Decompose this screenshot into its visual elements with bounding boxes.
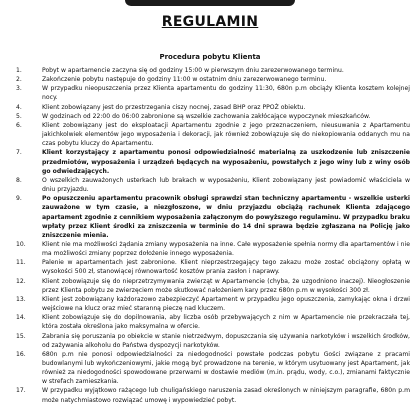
rule-item xyxy=(16,75,410,84)
rule-item xyxy=(16,258,410,276)
rule-text: Klient korzystający z apartamentu ponosi odpowiedzialność materialną za uszkodzenie lub zniszczenie przedmiotów, wyposażenia i urządzeń będących na wyposażeniu, powstałych z jego winy lub z winy osób go odwiedzających. xyxy=(42,149,410,175)
rule-text: 680n p.m nie ponosi odpowiedzialności za niedogodności powstałe podczas pobytu Gości związane z pracami budowlanymi lub wykończeniowymi, jakie mogą być prowadzone na terenie, w którym usytuowany jest Apartament, jak również za niedogodności spowodowane przerwami w dostawie mediów (m.in. prądu, wody, c.o.), zmianami faktycznie w strefach zamieszkania. xyxy=(42,350,410,386)
rule-text: Po opuszczeniu apartamentu pracownik obsługi sprawdzi stan techniczny apartamentu - wszelkie usterki zauważone w tym czasie, a niezgłoszone, w dniu przyjazdu obciążą rachunek Klienta zdającego apartament zgodnie z cennikiem wyposażenia załączonym do powyższego regulaminu. W przypadku braku wpłaty przez Klient środki za zniszczenia w terminie do 14 dni sprawa będzie zgłaszana na Policję jako zniszczenie mienia. xyxy=(42,195,410,239)
rule-number: 13. xyxy=(16,295,26,303)
rules-list xyxy=(16,66,410,405)
rule-number: 14. xyxy=(16,314,26,322)
rule-number: 4. xyxy=(16,103,22,111)
rule-text: Klient zobowiązany jest do przestrzegania ciszy nocnej, zasad BHP oraz PPOŻ obiektu. xyxy=(42,103,306,111)
rule-text: Zabrania się poruszania po obiekcie w stanie nietrzeźwym, dopuszczania się używania narkotyków i wszelkich środków, od zażywania alkoholu do Państwa dyspozycji narkotyków. xyxy=(42,332,410,349)
wave-logo-icon xyxy=(125,0,295,6)
rule-number: 15. xyxy=(16,332,26,340)
rule-item xyxy=(16,66,410,75)
rule-number: 5. xyxy=(16,112,22,120)
rule-number: 3. xyxy=(16,85,22,93)
rule-item xyxy=(16,277,410,295)
rule-number: 9. xyxy=(16,195,22,203)
rule-item xyxy=(16,313,410,331)
document-title: REGULAMIN xyxy=(161,14,259,30)
rule-number: 10. xyxy=(16,240,26,248)
rule-number: 6. xyxy=(16,121,22,129)
rule-item xyxy=(16,103,410,112)
rule-item xyxy=(16,350,410,387)
rule-text: Klient jest zobowiązany każdorazowo zabezpieczyć Apartament w przypadku jego opuszczenia, zamykając okna i drzwi wejściowe na klucz oraz mieć staranną pieczę nad kluczem. xyxy=(42,295,410,313)
rule-number: 8. xyxy=(16,176,22,184)
rule-text: Zakończenie pobytu następuje do godziny 11:00 w ostatnim dniu zarezerwowanego terminu. xyxy=(42,76,327,84)
rule-item xyxy=(16,386,410,404)
rule-text: Klient nie ma możliwości żądania zmiany wyposażenia na inne. Całe wyposażenie spełnia normy dla apartamentów i nie ma możliwości zmiany poprzez dołożenie innego wyposażenia. xyxy=(42,240,410,258)
rule-text: Pobyt w apartamencie zaczyna się od godziny 15:00 w pierwszym dniu zarezerwowanego terminu. xyxy=(42,67,344,74)
rule-number: 1. xyxy=(16,67,22,74)
rule-item xyxy=(16,112,410,121)
rule-text: W godzinach od 22:00 do 06:00 zabronione są wszelkie zachowania zakłócające wypoczynek mieszkańców. xyxy=(42,112,371,120)
rule-text: Palenie w apartamentach jest zabronione. Klient nieprzestrzegający tego zakazu może zostać obciążony opłatą w wysokości 500 zł, stanowiącej równowartość kosztów prania zasłon i naprawy. xyxy=(42,259,410,276)
rule-number: 12. xyxy=(16,277,26,285)
rule-item xyxy=(16,295,410,313)
rule-text: O wszelkich zauważonych usterkach lub brakach w wyposażeniu, Klient zobowiązany jest powiadomić właściciela w dniu przyjazdu. xyxy=(42,176,410,194)
rule-number: 7. xyxy=(16,149,22,157)
rule-item xyxy=(16,332,410,350)
rule-number: 2. xyxy=(16,76,22,84)
rule-number: 17. xyxy=(16,387,26,395)
rule-number: 11. xyxy=(16,259,26,267)
rule-item xyxy=(16,121,410,148)
rule-item xyxy=(16,84,410,102)
rule-text: Klient zobowiązuje się do dopilnowania, aby liczba osób przebywających z nim w Apartamencie nie przekraczała tej, która została określona jako maksymalna w ofercie. xyxy=(42,314,410,331)
rule-item xyxy=(16,148,410,175)
rule-text: W przypadku nieopuszczenia przez Klienta apartamentu do godziny 11:30, 680n p.m obciąży Klienta kosztem kolejnej nocy. xyxy=(42,85,410,102)
rule-number: 16. xyxy=(16,350,26,358)
rule-item xyxy=(16,176,410,194)
logo-mark xyxy=(321,0,347,4)
document-subtitle: Procedura pobytu Klienta xyxy=(159,53,261,61)
rule-text: Klient zobowiązuje się do nieprzetrzymywania zwierząt w Apartamencie (chyba, że uzgodniono inaczej). Nieogłoszenie przez Klienta pobytu ze zwierzęciem może skutkować nałożeniem kary przez 680n p.m w wysokości 300 zł. xyxy=(42,277,410,294)
rule-text: Klient zobowiązany jest do eksploatacji Apartamentu zgodnie z jego przeznaczeniem, nieusuwania z Apartamentu jakichkolwiek elementów jego wyposażenia i dekoracji, jak również zobowiązuje się do niekopiowania oddanych mu na czas pobytu kluczy do Apartamentu. xyxy=(42,121,410,148)
rule-text: W przypadku wyjątkowo rażącego lub chuligańskiego naruszenia zasad określonych w niniejszym paragrafie, 680n p.m może natychmiastowo rozwiązać umowę i wypowiedzieć pobyt. xyxy=(42,387,410,404)
rule-item xyxy=(16,240,410,258)
rule-item xyxy=(16,194,410,240)
